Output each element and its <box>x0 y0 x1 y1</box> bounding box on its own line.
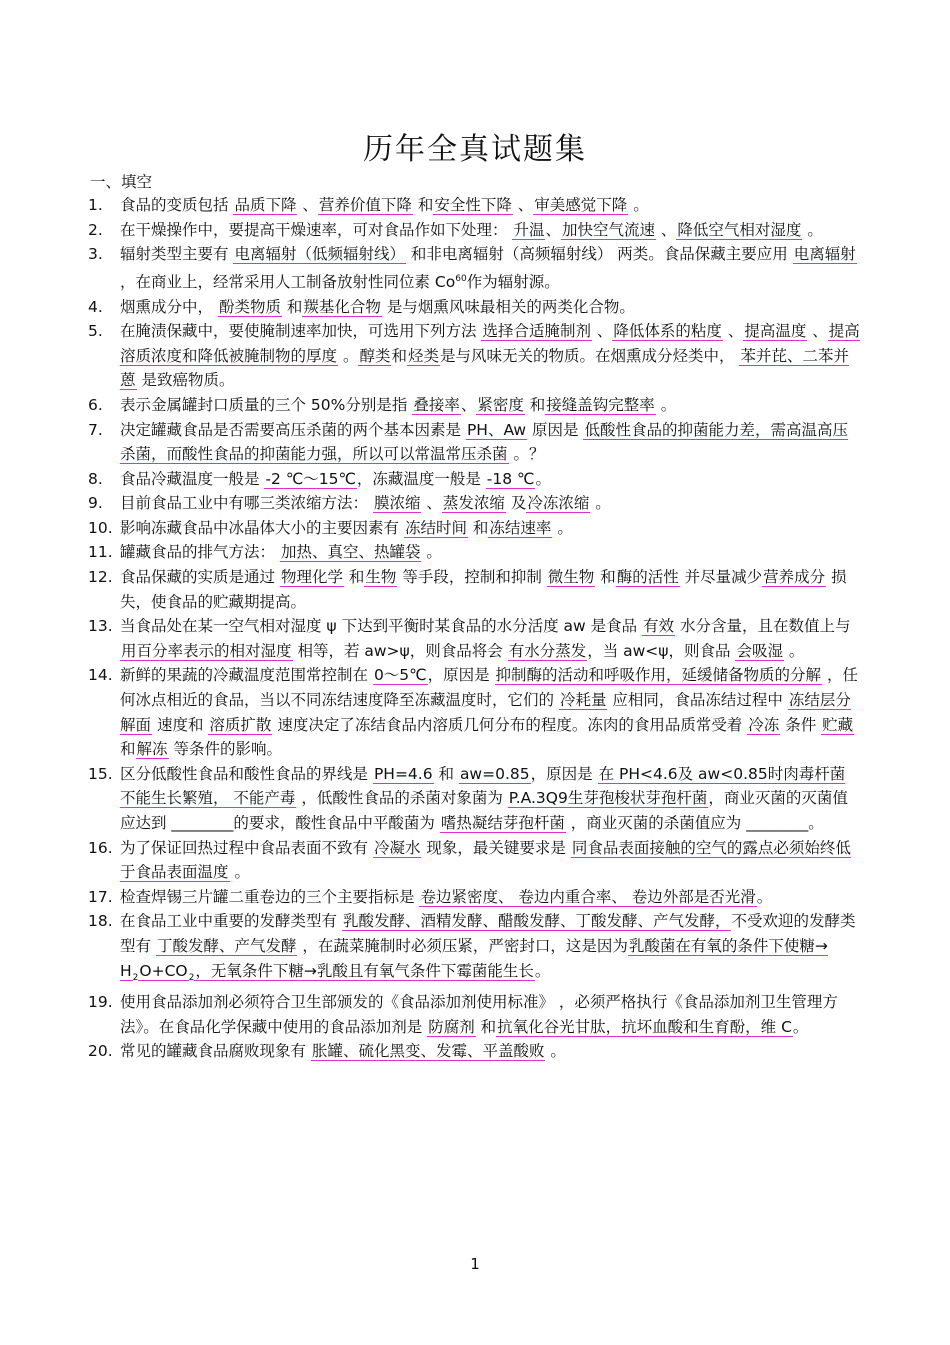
question-item <box>88 295 860 320</box>
question-text <box>120 516 860 541</box>
question-item <box>88 909 860 990</box>
answer-blank: 有水分蒸发 <box>508 641 587 660</box>
question-fragment: ，低酸性食品的杀菌对象菌为 <box>296 789 508 808</box>
question-fragment: ，在商业上，经常采用人工制备放射性同位素 Co <box>120 272 456 291</box>
answer-blank: 电离辐射（低频辐射线） <box>234 245 405 264</box>
question-item <box>88 418 860 467</box>
question-fragment: 。 <box>534 961 551 980</box>
answer-blank: 加热、真空、热罐袋 <box>280 543 421 562</box>
question-text <box>120 1039 860 1064</box>
question-number: 8. <box>88 469 103 488</box>
question-item <box>88 393 860 418</box>
answer-blank: 升温 <box>513 220 545 239</box>
answer-blank: PH、Aw <box>466 420 527 439</box>
question-fragment: 。 <box>628 196 649 214</box>
question-text <box>120 295 860 320</box>
answer-blank: 防腐剂 <box>428 1017 475 1036</box>
answer-blank: 生物 <box>365 568 397 587</box>
question-item <box>88 319 860 393</box>
question-text <box>120 393 860 418</box>
answer-blank: 羰基化合物 <box>303 297 381 316</box>
question-number: 17. <box>88 887 113 906</box>
question-number: 20. <box>88 1042 113 1061</box>
question-number: 12. <box>88 568 113 587</box>
question-fragment: 罐藏食品的排气方法： <box>120 543 280 562</box>
page-number: 1 <box>470 1255 480 1273</box>
question-number: 11. <box>88 543 113 562</box>
question-fragment: 。 <box>783 641 805 660</box>
question-fragment: 。 <box>338 346 359 365</box>
answer-blank: 用百分率表示的相对湿度 <box>121 641 292 660</box>
question-fragment: 和 <box>595 568 616 587</box>
question-fragment: 和 <box>343 568 365 587</box>
answer-blank: 嗜热凝结芽孢杆菌 <box>440 814 565 832</box>
question-item <box>88 491 860 516</box>
answer-blank: 接缝盖钩完整率 <box>546 395 655 414</box>
question-item <box>88 885 860 910</box>
answer-blank: PH=4.6 <box>373 764 433 783</box>
answer-blank: 紧密度 <box>477 395 524 414</box>
question-fragment: 食品的变质包括 <box>120 196 234 214</box>
answer-blank: 在 PH<4.6及 aw<0.85时肉毒杆菌不能生长繁殖， 不能产毒 <box>120 764 846 808</box>
question-text <box>120 614 860 663</box>
question-text <box>120 418 860 467</box>
answer-blank: 冻结层分解面 <box>120 691 851 734</box>
answer-blank: 酚类物质 <box>218 297 281 316</box>
answer-blank: 丁酸发酵、产气发酵 <box>156 936 297 955</box>
answer-blank: P.A.3Q9生芽孢梭状芽孢杆菌 <box>508 789 708 808</box>
answer-blank: 加快空气流速 <box>561 220 655 239</box>
answer-blank: 乳酸发酵、酒精发酵、醋酸发酵、丁酸发酵、产气发酵， <box>342 912 731 931</box>
answer-blank: 0～5℃ <box>373 666 427 685</box>
question-number: 15. <box>88 764 113 783</box>
question-fragment: 、 <box>722 322 744 341</box>
question-text <box>120 909 860 990</box>
answer-blank: 同食品表面接触的空气的露点必须始终低于食品表面温度 <box>120 838 851 882</box>
answer-blank: 冻结速率 <box>489 518 552 537</box>
question-fragment: 相等，若 aw>ψ，则食品将会 <box>292 641 508 660</box>
question-text <box>120 193 860 218</box>
question-text <box>120 242 860 294</box>
question-number: 19. <box>88 993 113 1012</box>
question-number: 7. <box>88 420 103 439</box>
question-number: 16. <box>88 838 113 857</box>
question-item <box>88 242 860 294</box>
subscript: 2 <box>132 972 139 983</box>
answer-blank: 抑制酶的活动和呼吸作用，延缓储备物质的分解 <box>495 666 822 685</box>
question-fragment: 在干燥操作中，要提高干燥速率，可对食品作如下处理： <box>120 220 513 239</box>
question-item <box>88 1039 860 1064</box>
question-text <box>120 540 860 565</box>
question-fragment: 是与风味无关的物质。在烟熏成分烃类中， <box>440 346 740 365</box>
question-fragment: 。 <box>229 863 250 882</box>
question-fragment: 。 <box>792 1017 809 1036</box>
question-fragment: 。 <box>535 469 551 488</box>
question-fragment: 在腌渍保藏中，要使腌制速率加快，可选用下列方法 <box>120 322 482 341</box>
question-number: 4. <box>88 297 103 316</box>
question-text <box>120 467 860 492</box>
answer-blank: 会吸湿 <box>736 641 783 660</box>
question-fragment: 检查焊锡三片罐二重卷边的三个主要指标是 <box>120 887 420 906</box>
question-number: 18. <box>88 912 113 931</box>
answer-blank: 叠接率 <box>413 395 460 414</box>
question-fragment: 、 <box>297 196 318 214</box>
question-text <box>120 565 860 614</box>
question-fragment: 区分低酸性食品和酸性食品的界线是 <box>120 764 373 783</box>
question-fragment: ，任何冰点相近的食品，当以不同冻结速度降至冻藏温度时，它们的 <box>120 666 858 710</box>
answer-blank: 营养价值下降 <box>318 196 412 214</box>
answer-blank: 选择合适腌制剂 <box>482 322 591 341</box>
question-text <box>120 762 860 836</box>
question-text <box>120 885 860 910</box>
question-fragment: 影响冻藏食品中冰晶体大小的主要因素有 <box>120 518 404 537</box>
question-fragment: ，当 aw<ψ，则食品 <box>587 641 736 660</box>
answer-blank: 微生物 <box>547 568 595 587</box>
question-number: 1. <box>88 196 103 214</box>
question-fragment: 使用食品添加剂必须符合卫生部颁发的《食品添加剂使用标准》 ，必须严格执行《食品添加剂卫生管理方法》。在食品化学保藏中使用的食品添加剂是 <box>120 993 838 1036</box>
question-fragment: 和 <box>120 740 136 759</box>
answer-blank: 抗氧化谷光甘肽，抗坏血酸和生育酚，维 C <box>497 1017 792 1036</box>
question-fragment: 、 <box>591 322 613 341</box>
answer-blank: 冻结时间 <box>404 518 467 537</box>
answer-blank: 冷凝水 <box>373 838 421 857</box>
question-fragment: 不受欢迎的发酵类型有 <box>120 912 856 955</box>
answer-blank: 解冻 <box>136 740 168 759</box>
answer-blank: 膜浓缩 <box>373 494 421 513</box>
question-fragment: 当食品处在某一空气相对湿度 ψ 下达到平衡时某食品的水分活度 aw 是食品 <box>120 617 643 636</box>
question-item <box>88 218 860 243</box>
question-item <box>88 516 860 541</box>
question-fragment: 和 <box>433 764 459 783</box>
question-fragment: 和非电离辐射（高频辐射线） 两类。食品保藏主要应用 <box>405 245 793 264</box>
question-item <box>88 762 860 836</box>
answer-blank: 物理化学 <box>280 568 343 587</box>
question-item <box>88 540 860 565</box>
question-fragment: 和 <box>467 518 489 537</box>
answer-blank: 苯并芘、二苯并蒽 <box>120 346 849 390</box>
question-fragment: 和 <box>524 395 546 414</box>
answer-blank: 溶质扩散 <box>209 715 272 734</box>
answer-blank: 卷边紧密度、 卷边内重合率、 卷边外部是否光滑 <box>420 887 756 906</box>
question-text <box>120 319 860 393</box>
answer-blank: -18 ℃ <box>486 469 535 488</box>
question-fragment: 。 <box>421 543 442 562</box>
question-fragment: 等手段，控制和抑制 <box>397 568 547 587</box>
answer-blank: 冷耗量 <box>559 691 607 710</box>
question-fragment: 和 <box>475 1017 497 1036</box>
answer-blank: 冷冻 <box>748 715 780 734</box>
page-title: 历年全真试题集 <box>363 132 587 167</box>
question-fragment: 。 <box>590 494 611 513</box>
question-fragment: 和 <box>412 196 434 214</box>
question-item <box>88 614 860 663</box>
question-fragment: 、 <box>421 494 442 513</box>
question-item <box>88 193 860 218</box>
question-fragment: 辐射类型主要有 <box>120 245 234 264</box>
question-fragment: 水分含量，且在数值上与 <box>675 617 851 636</box>
answer-blank: 提高溶质浓度和降低被腌制物的厚度 <box>120 322 860 365</box>
question-number: 5. <box>88 322 103 341</box>
question-fragment: 食品冷藏温度一般是 <box>120 469 265 488</box>
question-fragment: 在食品工业中重要的发酵类型有 <box>120 912 342 931</box>
question-fragment: 。 <box>756 887 773 906</box>
question-fragment: ，商业灭菌的灭菌值应达到 ________的要求，酸性食品中平酸菌为 <box>120 789 848 832</box>
question-fragment: 及 <box>505 494 527 513</box>
question-fragment: 烟熏成分中， <box>120 297 218 316</box>
question-fragment: 损失，使食品的贮藏期提高。 <box>120 568 847 611</box>
answer-blank: 电离辐射 <box>793 245 856 264</box>
question-number: 6. <box>88 395 103 414</box>
question-fragment: ，在蔬菜腌制时必须压紧，严密封口，这是因为 <box>297 936 628 955</box>
question-item <box>88 467 860 492</box>
question-fragment: 原因是 <box>527 420 584 439</box>
section-heading: 一、填空 <box>90 173 153 191</box>
question-fragment: 、 <box>807 322 828 341</box>
answer-blank: 酶的活性 <box>616 568 679 587</box>
question-fragment: 条件 <box>780 715 822 734</box>
question-item <box>88 565 860 614</box>
answer-blank: 有效 <box>643 617 675 636</box>
superscript: 60 <box>455 273 467 284</box>
question-fragment: 、 <box>545 220 561 239</box>
answer-blank: 营养成分 <box>763 568 826 587</box>
answer-blank: aw=0.85 <box>459 764 530 783</box>
answer-blank: -2 ℃～15℃ <box>265 469 356 488</box>
answer-blank: 安全性下降 <box>434 196 512 214</box>
answer-blank: 降低体系的粘度 <box>613 322 722 341</box>
question-fragment: 、 <box>655 220 677 239</box>
question-number: 13. <box>88 617 113 636</box>
question-fragment: 常见的罐藏食品腐败现象有 <box>120 1042 311 1061</box>
question-fragment: 和 <box>281 297 303 316</box>
answer-blank: 降低空气相对湿度 <box>677 220 802 239</box>
question-number: 3. <box>88 245 103 264</box>
question-item <box>88 836 860 885</box>
question-fragment: ，冻藏温度一般是 <box>356 469 486 488</box>
question-item <box>88 990 860 1039</box>
subscript: 2 <box>188 972 195 983</box>
answer-blank: 蒸发浓缩 <box>442 494 505 513</box>
question-fragment: 是与烟熏风味最相关的两类化合物。 <box>381 297 635 316</box>
question-fragment: 表示金属罐封口质量的三个 50%分别是指 <box>120 395 413 414</box>
question-fragment: 食品保藏的实质是通过 <box>120 568 280 587</box>
question-text <box>120 663 860 761</box>
question-fragment: 作为辐射源。 <box>466 272 560 291</box>
question-fragment: 。 <box>655 395 677 414</box>
answer-blank: 乳酸菌在有氧的条件下使糖→ H <box>120 936 828 980</box>
question-fragment: 。？ <box>508 445 545 464</box>
answer-blank: ，无氧条件下糖→乳酸且有氧气条件下霉菌能生长 <box>195 961 534 980</box>
answer-blank: 胀罐、硫化黑变、发霉、平盖酸败 <box>311 1042 545 1061</box>
answer-blank: 品质下降 <box>234 196 297 214</box>
question-text <box>120 836 860 885</box>
question-fragment: 现象，最关键要求是 <box>421 838 571 857</box>
question-fragment: 为了保证回热过程中食品表面不致有 <box>120 838 373 857</box>
question-fragment: 。 <box>552 518 573 537</box>
question-fragment: 、 <box>512 196 534 214</box>
question-number: 14. <box>88 666 113 685</box>
question-fragment: 并尽量减少 <box>679 568 763 587</box>
question-fragment: 。 <box>545 1042 566 1061</box>
question-text <box>120 218 860 243</box>
question-text <box>120 491 860 516</box>
answer-blank: O+CO <box>139 961 188 980</box>
question-fragment: 是致癌物质。 <box>136 371 235 390</box>
answer-blank: 提高温度 <box>744 322 807 341</box>
question-fragment: 目前食品工业中有哪三类浓缩方法： <box>120 494 373 513</box>
question-fragment: 和 <box>391 346 407 365</box>
question-fragment: 决定罐藏食品是否需要高压杀菌的两个基本因素是 <box>120 420 466 439</box>
question-fragment: 应相同，食品冻结过程中 <box>607 691 788 710</box>
answer-blank: 审美感觉下降 <box>534 196 628 214</box>
question-item <box>88 663 860 761</box>
answer-blank: 醇类 <box>359 346 391 365</box>
question-fragment: 、 <box>460 395 477 414</box>
question-text <box>120 990 860 1039</box>
answer-blank: 贮藏 <box>822 715 854 734</box>
question-fragment: ，原因是 <box>427 666 495 685</box>
question-fragment: ，原因是 <box>530 764 598 783</box>
answer-blank: 低酸性食品的抑菌能力差，需高温高压杀菌，而酸性食品的抑菌能力强，所以可以常温常压杀菌 <box>120 420 848 464</box>
answer-blank: 烃类 <box>407 346 439 365</box>
question-number: 9. <box>88 494 103 513</box>
question-number: 2. <box>88 220 103 239</box>
question-fragment: 新鲜的果蔬的冷藏温度范围常控制在 <box>120 666 373 685</box>
question-fragment: 等条件的影响。 <box>168 740 282 759</box>
question-fragment: ，商业灭菌的杀菌值应为 ________。 <box>565 814 824 832</box>
answer-blank: 冷冻浓缩 <box>527 494 590 513</box>
question-fragment: 速度和 <box>152 715 209 734</box>
question-fragment: 。 <box>802 220 823 239</box>
question-list <box>88 193 860 1064</box>
question-number: 10. <box>88 518 113 537</box>
question-fragment: 速度决定了冻结食品内溶质几何分布的程度。冻肉的食用品质常受着 <box>272 715 748 734</box>
